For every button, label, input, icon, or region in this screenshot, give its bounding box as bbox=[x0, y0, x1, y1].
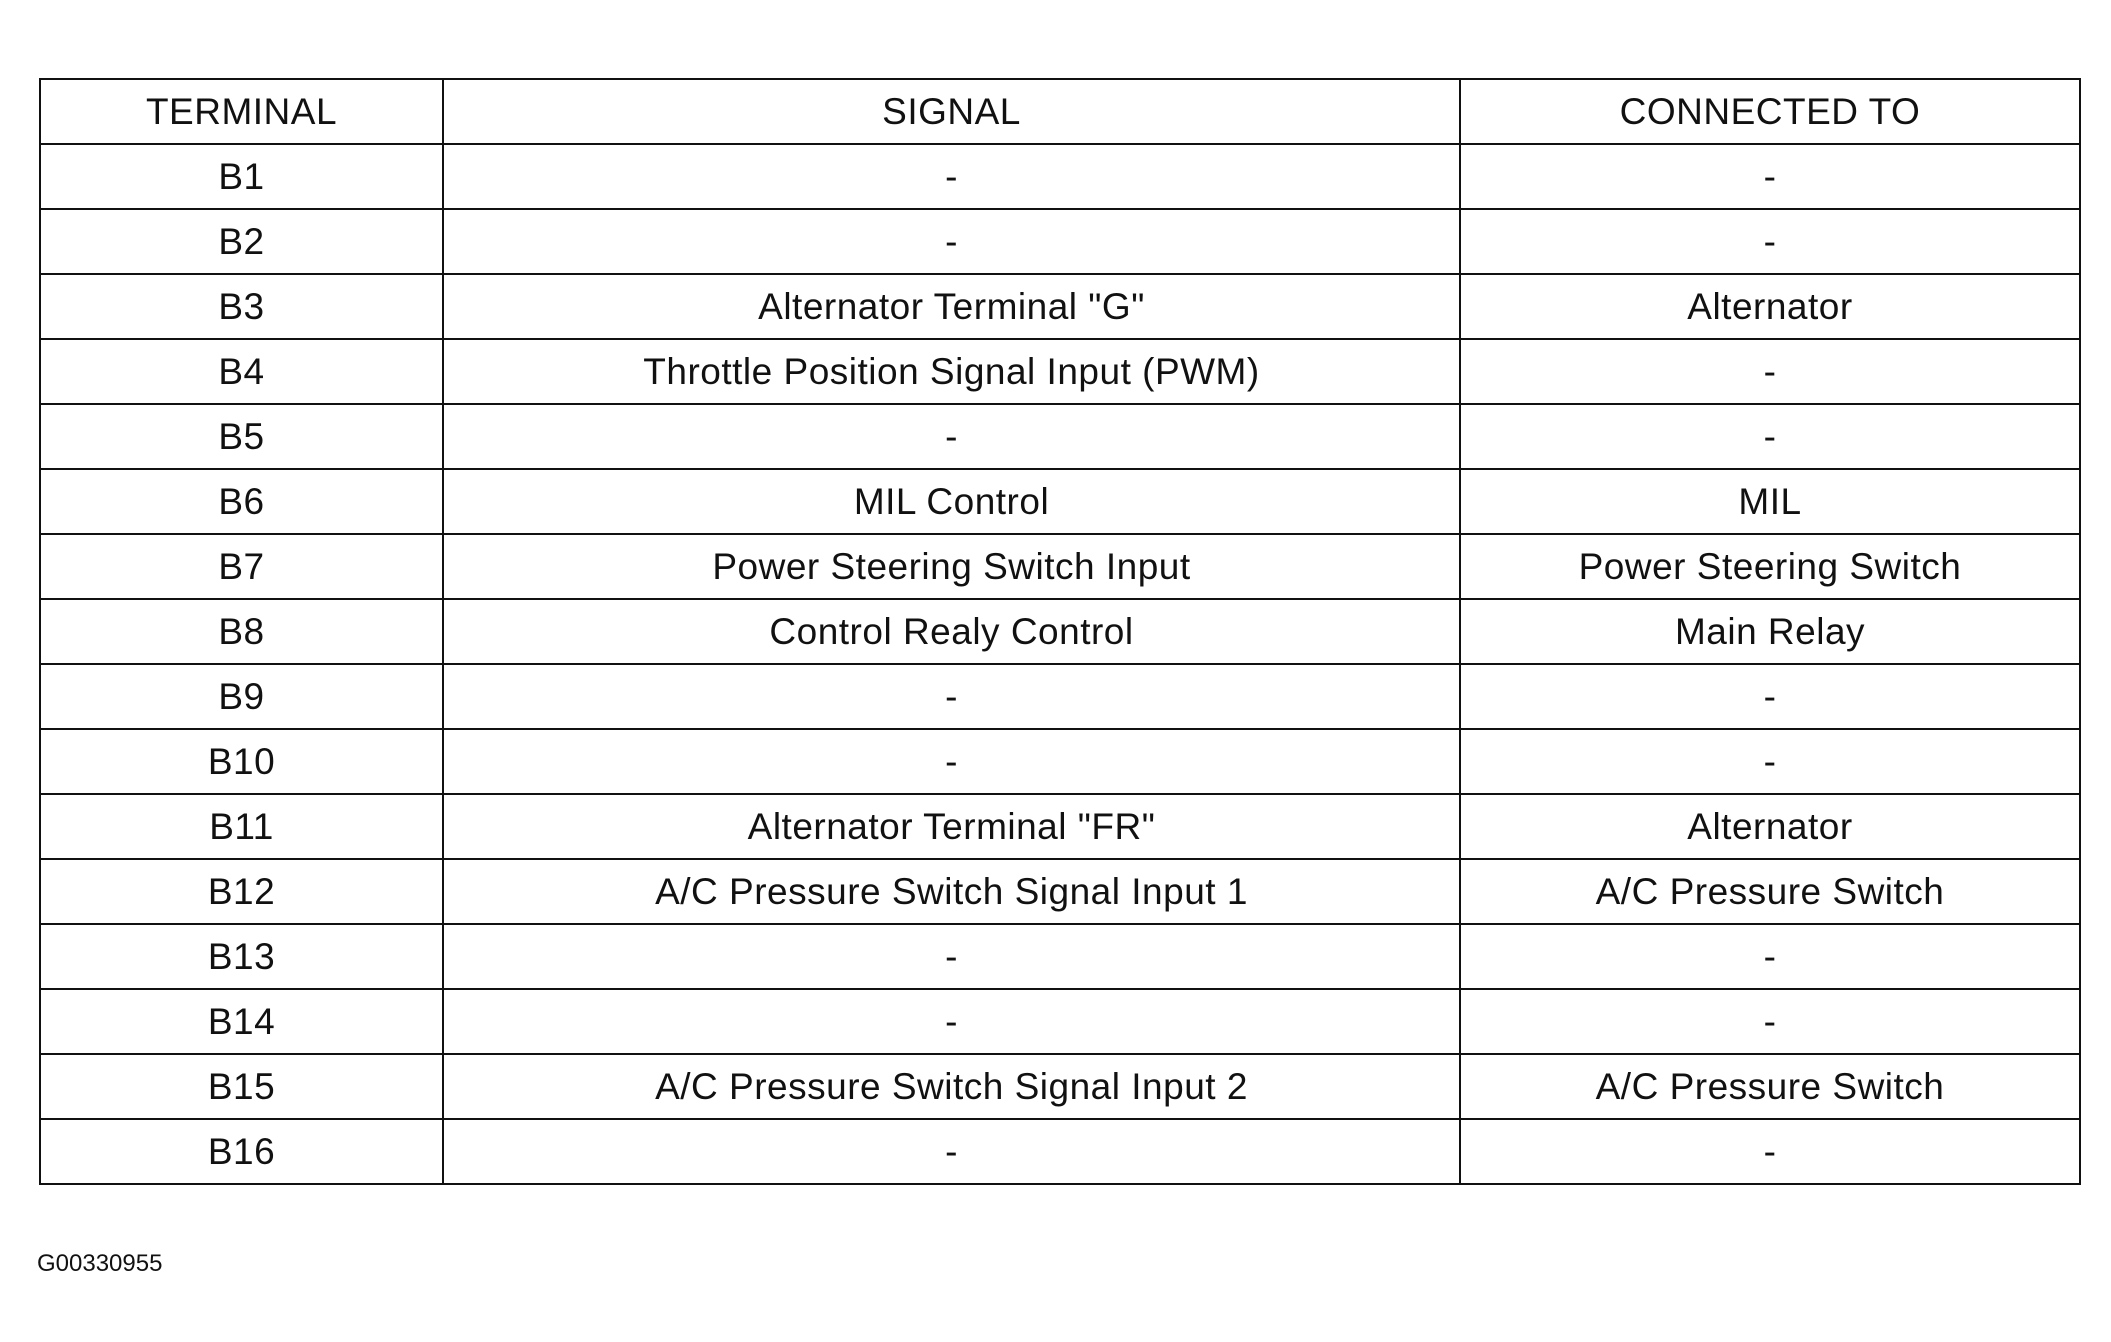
terminal-table-container bbox=[39, 78, 2079, 1185]
table-row bbox=[40, 144, 2080, 209]
signal-cell: - bbox=[443, 144, 1460, 209]
table-row bbox=[40, 664, 2080, 729]
terminal-cell: B7 bbox=[40, 534, 443, 599]
connected-to-cell: Main Relay bbox=[1460, 599, 2080, 664]
table-row bbox=[40, 989, 2080, 1054]
header-connected-to: CONNECTED TO bbox=[1460, 79, 2080, 144]
connected-to-cell: A/C Pressure Switch bbox=[1460, 859, 2080, 924]
signal-cell: - bbox=[443, 924, 1460, 989]
table-row bbox=[40, 469, 2080, 534]
signal-cell: Alternator Terminal "FR" bbox=[443, 794, 1460, 859]
connected-to-cell: Alternator bbox=[1460, 274, 2080, 339]
signal-cell: Control Realy Control bbox=[443, 599, 1460, 664]
terminal-cell: B1 bbox=[40, 144, 443, 209]
table-row bbox=[40, 729, 2080, 794]
connected-to-cell: Alternator bbox=[1460, 794, 2080, 859]
table-row bbox=[40, 794, 2080, 859]
signal-cell: A/C Pressure Switch Signal Input 1 bbox=[443, 859, 1460, 924]
table-row bbox=[40, 534, 2080, 599]
signal-cell: - bbox=[443, 989, 1460, 1054]
table-row bbox=[40, 599, 2080, 664]
terminal-cell: B10 bbox=[40, 729, 443, 794]
terminal-cell: B12 bbox=[40, 859, 443, 924]
signal-cell: - bbox=[443, 1119, 1460, 1184]
signal-cell: - bbox=[443, 664, 1460, 729]
table-row bbox=[40, 209, 2080, 274]
terminal-cell: B4 bbox=[40, 339, 443, 404]
connected-to-cell: - bbox=[1460, 729, 2080, 794]
table-row bbox=[40, 1054, 2080, 1119]
connected-to-cell: - bbox=[1460, 339, 2080, 404]
table-row bbox=[40, 1119, 2080, 1184]
connected-to-cell: - bbox=[1460, 404, 2080, 469]
connected-to-cell: MIL bbox=[1460, 469, 2080, 534]
connected-to-cell: - bbox=[1460, 1119, 2080, 1184]
terminal-cell: B9 bbox=[40, 664, 443, 729]
terminal-cell: B14 bbox=[40, 989, 443, 1054]
signal-cell: - bbox=[443, 729, 1460, 794]
terminal-cell: B5 bbox=[40, 404, 443, 469]
table-row bbox=[40, 859, 2080, 924]
signal-cell: MIL Control bbox=[443, 469, 1460, 534]
header-terminal: TERMINAL bbox=[40, 79, 443, 144]
signal-cell: A/C Pressure Switch Signal Input 2 bbox=[443, 1054, 1460, 1119]
figure-id: G00330955 bbox=[37, 1250, 163, 1277]
header-signal: SIGNAL bbox=[443, 79, 1460, 144]
table-row bbox=[40, 274, 2080, 339]
connected-to-cell: A/C Pressure Switch bbox=[1460, 1054, 2080, 1119]
signal-cell: Throttle Position Signal Input (PWM) bbox=[443, 339, 1460, 404]
signal-cell: Alternator Terminal "G" bbox=[443, 274, 1460, 339]
signal-cell: - bbox=[443, 209, 1460, 274]
table-row bbox=[40, 924, 2080, 989]
connected-to-cell: - bbox=[1460, 989, 2080, 1054]
terminal-cell: B11 bbox=[40, 794, 443, 859]
connected-to-cell: - bbox=[1460, 664, 2080, 729]
table-body bbox=[40, 144, 2080, 1184]
terminal-cell: B13 bbox=[40, 924, 443, 989]
table-row bbox=[40, 339, 2080, 404]
connected-to-cell: - bbox=[1460, 209, 2080, 274]
table-row bbox=[40, 404, 2080, 469]
connected-to-cell: - bbox=[1460, 924, 2080, 989]
signal-cell: - bbox=[443, 404, 1460, 469]
connected-to-cell: Power Steering Switch bbox=[1460, 534, 2080, 599]
connected-to-cell: - bbox=[1460, 144, 2080, 209]
terminal-cell: B2 bbox=[40, 209, 443, 274]
signal-cell: Power Steering Switch Input bbox=[443, 534, 1460, 599]
terminal-table bbox=[39, 78, 2081, 1185]
terminal-cell: B15 bbox=[40, 1054, 443, 1119]
table-header-row bbox=[40, 79, 2080, 144]
terminal-cell: B8 bbox=[40, 599, 443, 664]
terminal-cell: B16 bbox=[40, 1119, 443, 1184]
terminal-cell: B6 bbox=[40, 469, 443, 534]
terminal-cell: B3 bbox=[40, 274, 443, 339]
